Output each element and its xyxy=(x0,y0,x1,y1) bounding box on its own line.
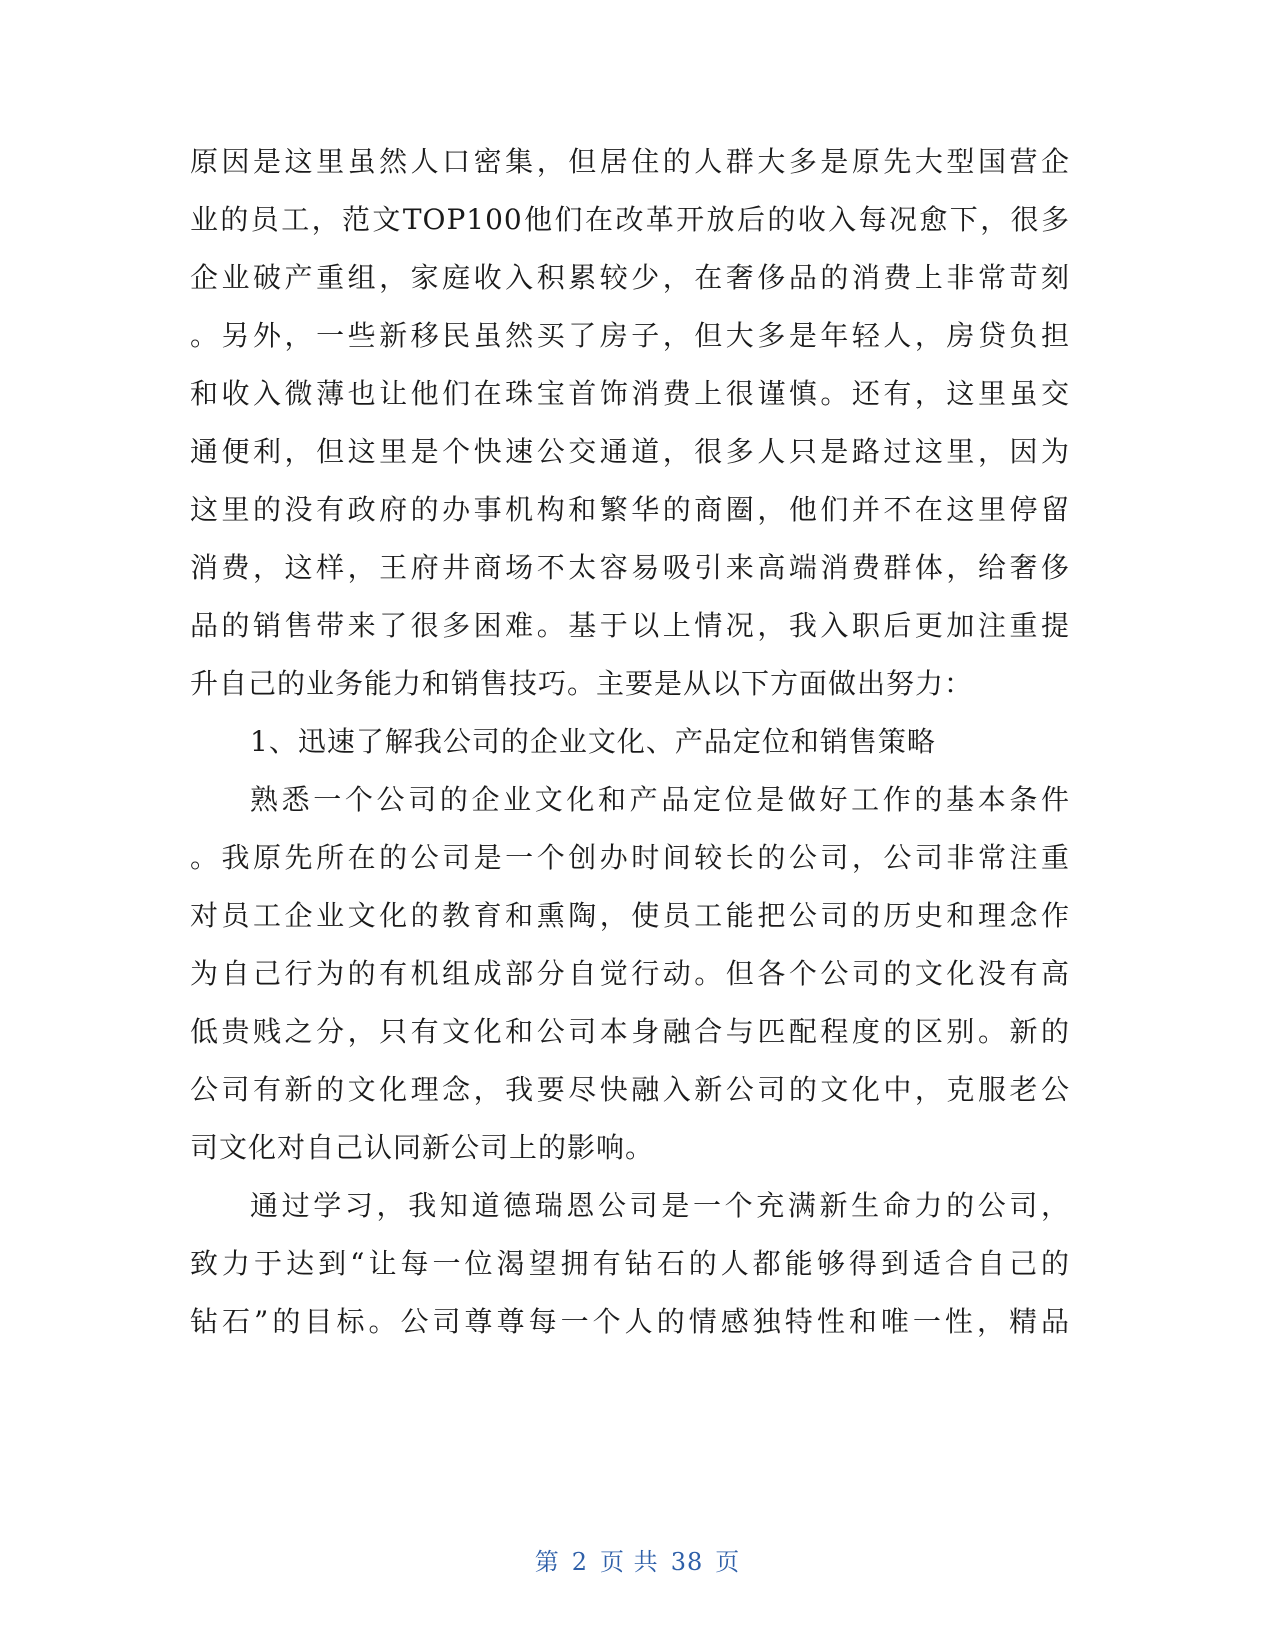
text-line: 业的员工，范文TOP100他们在改革开放后的收入每况愈下，很多 xyxy=(190,203,1070,236)
footer-current-page: 2 xyxy=(571,1548,589,1576)
text-line: 通便利，但这里是个快速公交通道，很多人只是路过这里，因为 xyxy=(190,435,1070,468)
text-line: 司文化对自己认同新公司上的影响。 xyxy=(190,1131,655,1164)
footer-total-pages: 38 xyxy=(670,1548,704,1576)
text-line: 致力于达到“让每一位渴望拥有钻石的人都能够得到适合自己的 xyxy=(190,1247,1070,1280)
text-line: 消费，这样，王府井商场不太容易吸引来高端消费群体，给奢侈 xyxy=(190,551,1070,584)
paragraph-start-line: 熟悉一个公司的企业文化和产品定位是做好工作的基本条件 xyxy=(250,783,1070,816)
footer-suffix: 页 xyxy=(715,1548,741,1576)
text-line: 为自己行为的有机组成部分自觉行动。但各个公司的文化没有高 xyxy=(190,957,1070,990)
text-line: 原因是这里虽然人口密集，但居住的人群大多是原先大型国营企 xyxy=(190,145,1070,178)
text-line: 对员工企业文化的教育和熏陶，使员工能把公司的历史和理念作 xyxy=(190,899,1070,932)
text-line: 这里的没有政府的办事机构和繁华的商圈，他们并不在这里停留 xyxy=(190,493,1070,526)
section-heading: 1、迅速了解我公司的企业文化、产品定位和销售策略 xyxy=(250,725,936,758)
text-line: 公司有新的文化理念，我要尽快融入新公司的文化中，克服老公 xyxy=(190,1073,1070,1106)
text-line: 品的销售带来了很多困难。基于以上情况，我入职后更加注重提 xyxy=(190,609,1070,642)
text-line: 钻石”的目标。公司尊尊每一个人的情感独特性和唯一性，精品 xyxy=(190,1305,1070,1338)
text-line: 。另外，一些新移民虽然买了房子，但大多是年轻人，房贷负担 xyxy=(190,319,1070,352)
text-line: 。我原先所在的公司是一个创办时间较长的公司，公司非常注重 xyxy=(190,841,1070,874)
text-line: 升自己的业务能力和销售技巧。主要是从以下方面做出努力： xyxy=(190,667,974,700)
footer-middle: 页 共 xyxy=(600,1548,659,1576)
text-line: 和收入微薄也让他们在珠宝首饰消费上很谨慎。还有，这里虽交 xyxy=(190,377,1070,410)
footer-prefix: 第 xyxy=(534,1548,560,1576)
page-footer xyxy=(0,1546,1275,1578)
paragraph-start-line: 通过学习，我知道德瑞恩公司是一个充满新生命力的公司， xyxy=(250,1189,1070,1222)
text-line: 低贵贱之分，只有文化和公司本身融合与匹配程度的区别。新的 xyxy=(190,1015,1070,1048)
text-line: 企业破产重组，家庭收入积累较少，在奢侈品的消费上非常苛刻 xyxy=(190,261,1070,294)
